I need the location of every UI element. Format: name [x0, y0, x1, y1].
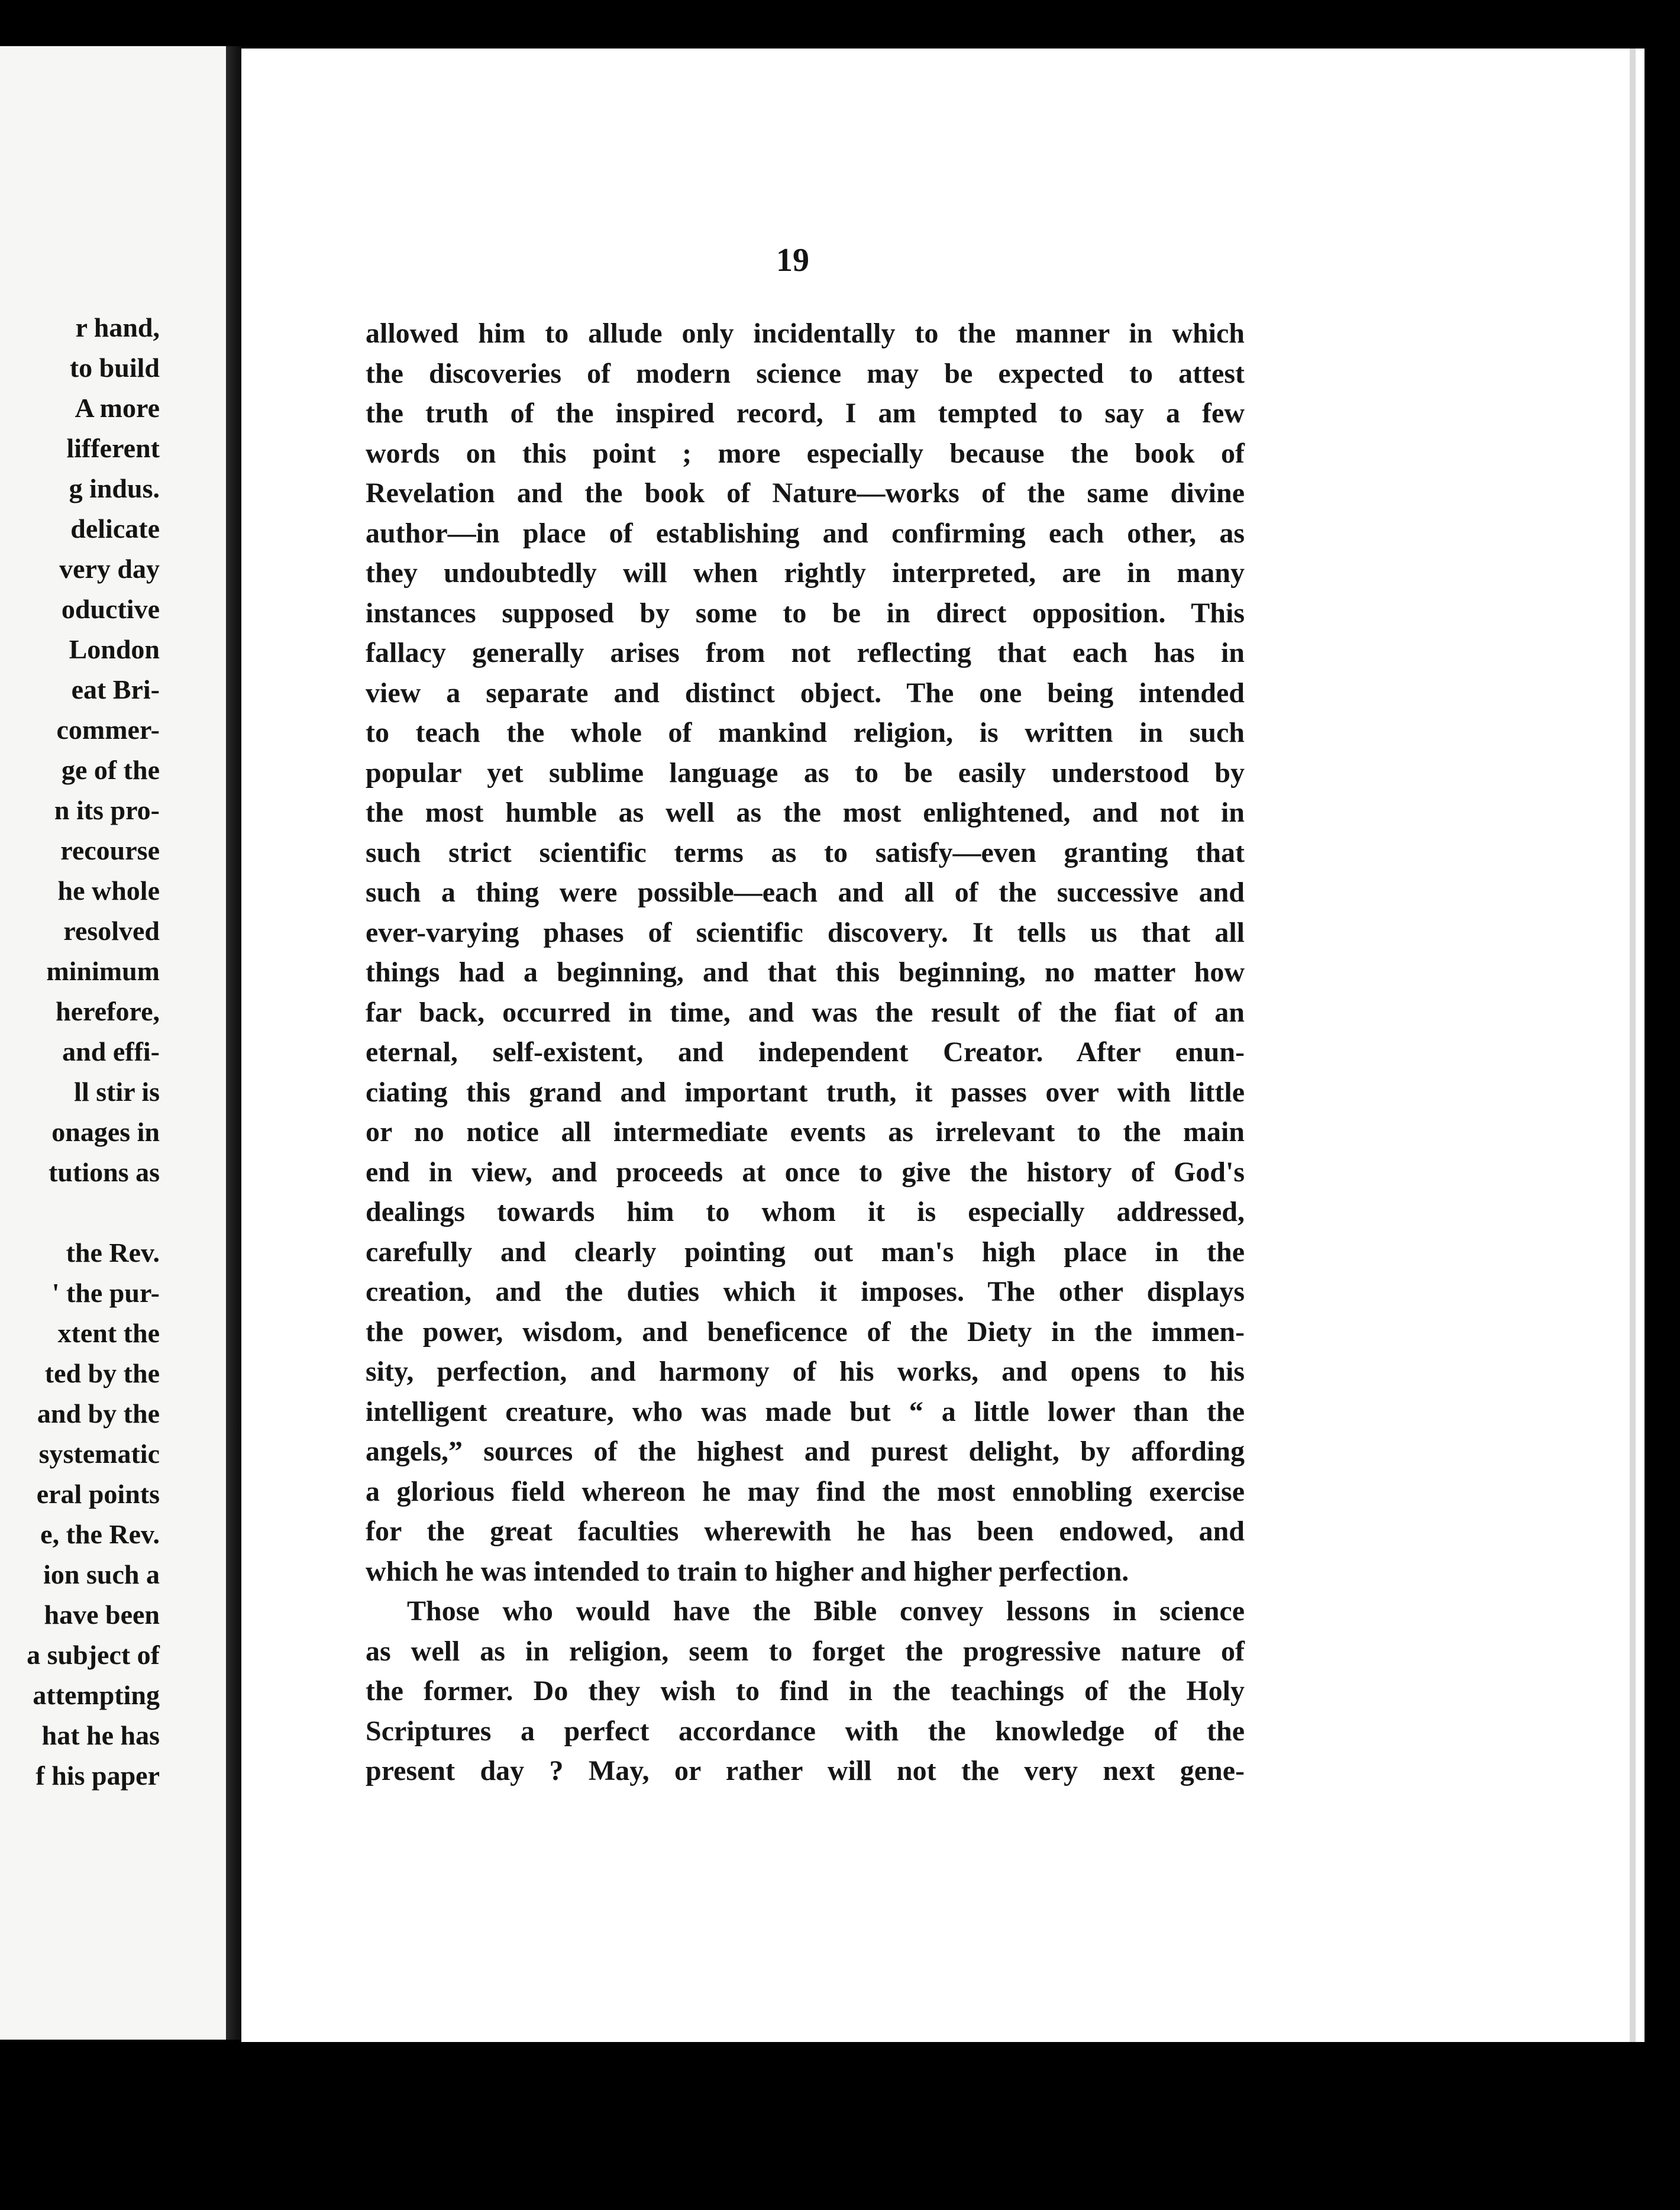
previous-page-line: oductive	[61, 594, 160, 624]
previous-page-line: ' the pur-	[51, 1278, 160, 1308]
text-line: the truth of the inspired record, I am tempted to say a few	[366, 398, 1245, 429]
previous-page-line: r hand,	[75, 312, 160, 343]
text-line: a glorious field whereon he may find the most ennobling exercise	[366, 1475, 1245, 1507]
previous-page-line: a subject of	[27, 1640, 160, 1670]
paragraph	[366, 314, 1245, 1591]
previous-page-line: herefore,	[56, 996, 160, 1026]
previous-page-line: lifferent	[66, 433, 160, 463]
previous-page-line: e, the Rev.	[40, 1519, 160, 1549]
text-line: ciating this grand and important truth, it passes over with little	[366, 1076, 1245, 1108]
text-line: things had a beginning, and that this beginning, no matter how	[366, 957, 1245, 988]
text-line: eternal, self-existent, and independent Creator. After enun-	[366, 1036, 1245, 1068]
text-line: Those who would have the Bible convey lessons in science	[407, 1595, 1245, 1627]
text-line: ever-varying phases of scientific discovery. It tells us that all	[366, 916, 1245, 948]
text-line: sity, perfection, and harmony of his works, and opens to his	[366, 1356, 1245, 1387]
previous-page-line: delicate	[70, 513, 160, 544]
text-line: creation, and the duties which it imposes. The other displays	[366, 1276, 1245, 1307]
previous-page-line: f his paper	[35, 1760, 160, 1791]
text-line: Revelation and the book of Nature—works of the same divine	[366, 477, 1245, 509]
page-number: 19	[776, 242, 809, 279]
previous-page-line: ll stir is	[74, 1077, 160, 1107]
text-line: such a thing were possible—each and all of the successive and	[366, 877, 1245, 908]
text-line: or no notice all intermediate events as irrelevant to the main	[366, 1116, 1245, 1148]
text-line: Scriptures a perfect accordance with the knowledge of the	[366, 1715, 1245, 1747]
previous-page-line: resolved	[63, 916, 160, 946]
text-line: for the great faculties wherewith he has been endowed, and	[366, 1516, 1245, 1547]
previous-page-line: to build	[69, 353, 160, 383]
previous-page-line: commer-	[56, 715, 160, 745]
text-line: allowed him to allude only incidentally to the manner in which	[366, 318, 1245, 349]
text-line: instances supposed by some to be in direct opposition. This	[366, 597, 1245, 629]
previous-page-line: onages in	[51, 1117, 160, 1147]
previous-page-line: eral points	[36, 1479, 160, 1509]
text-line: popular yet sublime language as to be easily understood by	[366, 757, 1245, 789]
previous-page-fragment	[0, 46, 230, 2040]
previous-page-line: he whole	[57, 875, 160, 906]
text-line: to teach the whole of mankind religion, is written in such	[366, 717, 1245, 748]
text-line: which he was intended to train to higher and higher perfection.	[366, 1555, 1129, 1587]
previous-page-line: hat he has	[41, 1720, 160, 1750]
text-line: the former. Do they wish to find in the teachings of the Holy	[366, 1675, 1245, 1707]
previous-page-line: ion such a	[43, 1559, 160, 1589]
previous-page-line: London	[69, 634, 160, 664]
text-line: end in view, and proceeds at once to give the history of God's	[366, 1156, 1245, 1188]
previous-page-line: and by the	[37, 1398, 160, 1429]
text-line: the discoveries of modern science may be expected to attest	[366, 357, 1245, 389]
text-line: as well as in religion, seem to forget the progressive nature of	[366, 1635, 1245, 1667]
previous-page-line: xtent the	[57, 1318, 160, 1348]
previous-page-line: n its pro-	[54, 795, 160, 825]
previous-page-line: g indus.	[69, 473, 160, 503]
previous-page-line: recourse	[60, 835, 160, 865]
text-line: such strict scientific terms as to satisfy—even granting that	[366, 836, 1245, 868]
text-line: the power, wisdom, and beneficence of the Diety in the immen-	[366, 1316, 1245, 1348]
text-line: far back, occurred in time, and was the result of the fiat of an	[366, 996, 1245, 1028]
paragraph	[366, 1591, 1245, 1791]
previous-page-line: and effi-	[62, 1036, 160, 1067]
previous-page-line: attempting	[33, 1680, 160, 1710]
previous-page-line: tutions as	[49, 1157, 160, 1187]
previous-page-line: minimum	[46, 956, 160, 986]
previous-page-line: ted by the	[44, 1358, 160, 1388]
previous-page-line: A more	[75, 393, 160, 423]
previous-page-text	[27, 308, 160, 1796]
previous-page-line	[27, 1193, 160, 1233]
book-gutter	[226, 46, 241, 2040]
text-line: view a separate and distinct object. The one being intended	[366, 677, 1245, 709]
previous-page-line: the Rev.	[66, 1238, 160, 1268]
text-line: carefully and clearly pointing out man's high place in the	[366, 1236, 1245, 1268]
text-line: words on this point ; more especially because the book of	[366, 437, 1245, 469]
text-line: they undoubtedly will when rightly interpreted, are in many	[366, 557, 1245, 589]
previous-page-line: very day	[59, 554, 160, 584]
text-line: dealings towards him to whom it is especially addressed,	[366, 1196, 1245, 1227]
text-line: the most humble as well as the most enlightened, and not in	[366, 797, 1245, 828]
body-text	[366, 314, 1245, 1791]
text-line: present day ? May, or rather will not the very next gene-	[366, 1755, 1245, 1786]
previous-page-line: ge of the	[61, 755, 160, 785]
previous-page-line: systematic	[38, 1439, 160, 1469]
text-line: fallacy generally arises from not reflecting that each has in	[366, 637, 1245, 668]
text-line: angels,” sources of the highest and purest delight, by affording	[366, 1436, 1245, 1467]
text-line: intelligent creature, who was made but “ a little lower than the	[366, 1395, 1245, 1427]
text-line: author—in place of establishing and confirming each other, as	[366, 517, 1245, 549]
previous-page-line: have been	[44, 1600, 160, 1630]
previous-page-line: eat Bri-	[71, 674, 160, 705]
page-edge	[1630, 49, 1636, 2042]
